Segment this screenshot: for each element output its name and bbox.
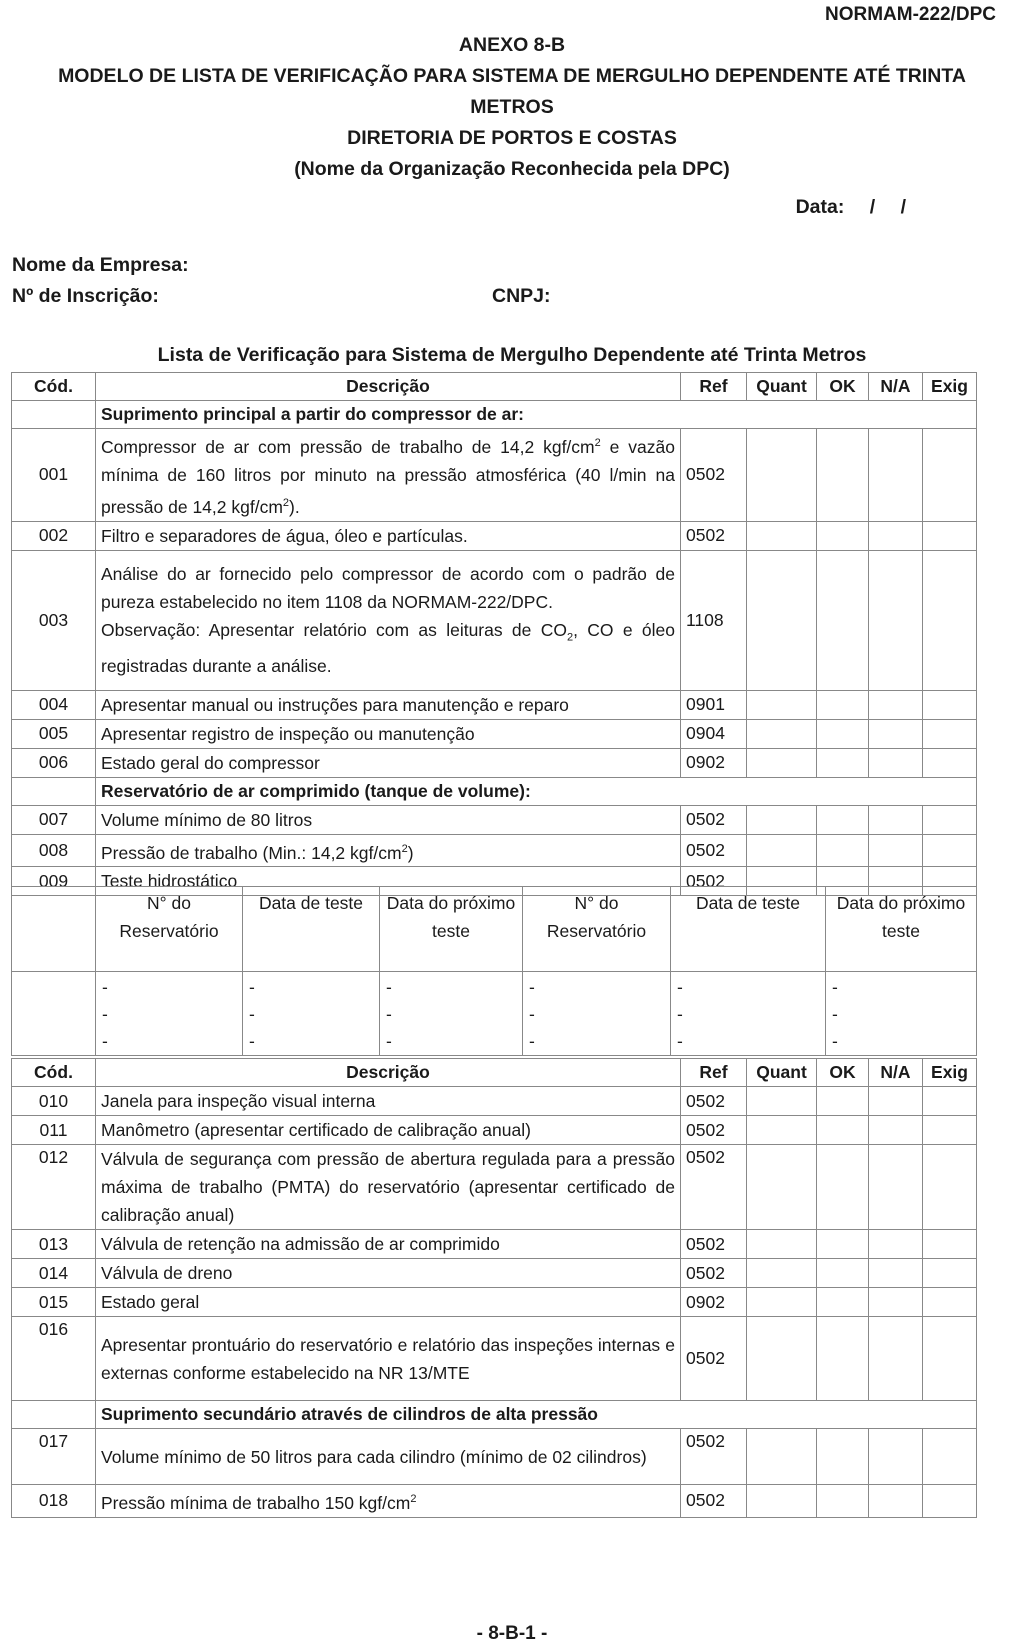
exig-cell[interactable] bbox=[923, 748, 977, 777]
item-description: Filtro e separadores de água, óleo e partículas. bbox=[96, 521, 681, 550]
exig-cell[interactable] bbox=[923, 429, 977, 522]
page-number: - 8-B-1 - bbox=[476, 1623, 548, 1644]
table-row bbox=[12, 719, 977, 748]
item-description: Teste hidrostático bbox=[96, 867, 681, 896]
na-cell[interactable] bbox=[869, 521, 923, 550]
table-row bbox=[12, 1429, 977, 1485]
item-ref: 0502 bbox=[681, 1259, 747, 1288]
exig-cell[interactable] bbox=[923, 1230, 977, 1259]
item-ref: 0502 bbox=[681, 1087, 747, 1116]
table-title: Lista de Verificação para Sistema de Mergulho Dependente até Trinta Metros bbox=[157, 344, 867, 366]
quant-cell[interactable] bbox=[747, 521, 817, 550]
ok-cell[interactable] bbox=[817, 1485, 869, 1518]
exig-cell[interactable] bbox=[923, 1087, 977, 1116]
table-row bbox=[12, 1288, 977, 1317]
na-cell[interactable] bbox=[869, 1485, 923, 1518]
item-code: 012 bbox=[12, 1145, 96, 1230]
item-ref: 0502 bbox=[681, 1317, 747, 1401]
ok-cell[interactable] bbox=[817, 748, 869, 777]
section-title: Reservatório de ar comprimido (tanque de volume): bbox=[96, 777, 977, 805]
item-code: 004 bbox=[12, 690, 96, 719]
quant-cell[interactable] bbox=[747, 429, 817, 522]
na-cell[interactable] bbox=[869, 834, 923, 867]
section-row bbox=[12, 777, 977, 805]
table-row bbox=[12, 1485, 977, 1518]
exig-cell[interactable] bbox=[923, 1288, 977, 1317]
table-row bbox=[12, 1087, 977, 1116]
checklist-table-2 bbox=[11, 1058, 977, 1518]
col-ref: Ref bbox=[681, 373, 747, 401]
reservoir-data-row bbox=[12, 972, 977, 1056]
na-cell[interactable] bbox=[869, 719, 923, 748]
item-ref: 0502 bbox=[681, 1429, 747, 1485]
exig-cell[interactable] bbox=[923, 1116, 977, 1145]
item-code: 015 bbox=[12, 1288, 96, 1317]
na-cell[interactable] bbox=[869, 1317, 923, 1401]
na-cell[interactable] bbox=[869, 1288, 923, 1317]
item-ref: 0502 bbox=[681, 805, 747, 834]
item-description: Apresentar prontuário do reservatório e relatório das inspeções internas e externas conforme estabelecido na NR 13/MTE bbox=[96, 1317, 681, 1401]
item-ref: 0502 bbox=[681, 1230, 747, 1259]
quant-cell[interactable] bbox=[747, 748, 817, 777]
checklist-table-1 bbox=[11, 372, 977, 896]
quant-cell[interactable] bbox=[747, 1317, 817, 1401]
exig-cell[interactable] bbox=[923, 719, 977, 748]
item-ref: 0502 bbox=[681, 834, 747, 867]
reservoir-header-row bbox=[12, 887, 977, 972]
exig-cell[interactable] bbox=[923, 1259, 977, 1288]
registration-field: Nº de Inscrição: bbox=[12, 285, 159, 307]
quant-cell[interactable] bbox=[747, 550, 817, 690]
ok-cell[interactable] bbox=[817, 1429, 869, 1485]
next-test-date-header: Data do próximo teste bbox=[380, 887, 523, 972]
section-row bbox=[12, 1401, 977, 1429]
quant-cell[interactable] bbox=[747, 834, 817, 867]
reservoir-entry-cell[interactable]: - - - bbox=[671, 972, 826, 1056]
item-code: 005 bbox=[12, 719, 96, 748]
item-ref: 0902 bbox=[681, 748, 747, 777]
exig-cell[interactable] bbox=[923, 834, 977, 867]
reservoir-entry-cell[interactable]: - - - bbox=[826, 972, 977, 1056]
col-ok: OK bbox=[817, 1059, 869, 1087]
ok-cell[interactable] bbox=[817, 1145, 869, 1230]
col-na: N/A bbox=[869, 1059, 923, 1087]
reservoir-table bbox=[11, 886, 977, 1056]
document-code: NORMAM-222/DPC bbox=[824, 4, 996, 25]
item-description: Apresentar manual ou instruções para manutenção e reparo bbox=[96, 690, 681, 719]
item-code: 018 bbox=[12, 1485, 96, 1518]
title-line-2: METROS bbox=[470, 96, 554, 118]
item-code: 002 bbox=[12, 521, 96, 550]
item-ref: 0502 bbox=[681, 429, 747, 522]
annex-title: ANEXO 8-B bbox=[458, 34, 566, 56]
item-ref: 0502 bbox=[681, 1145, 747, 1230]
col-na: N/A bbox=[869, 373, 923, 401]
col-desc: Descrição bbox=[96, 1059, 681, 1087]
cnpj-field: CNPJ: bbox=[492, 285, 551, 307]
col-ref: Ref bbox=[681, 1059, 747, 1087]
exig-cell[interactable] bbox=[923, 550, 977, 690]
quant-cell[interactable] bbox=[747, 690, 817, 719]
item-code: 006 bbox=[12, 748, 96, 777]
table-row bbox=[12, 1230, 977, 1259]
item-ref: 0901 bbox=[681, 690, 747, 719]
table-row bbox=[12, 748, 977, 777]
ok-cell[interactable] bbox=[817, 1317, 869, 1401]
exig-cell[interactable] bbox=[923, 1485, 977, 1518]
exig-cell[interactable] bbox=[923, 521, 977, 550]
item-code: 010 bbox=[12, 1087, 96, 1116]
section-title: Suprimento principal a partir do compressor de ar: bbox=[96, 401, 977, 429]
item-description: Pressão de trabalho (Min.: 14,2 kgf/$cm^2$) bbox=[96, 834, 681, 867]
exig-cell[interactable] bbox=[923, 690, 977, 719]
reservoir-entry-cell[interactable]: - - - bbox=[380, 972, 523, 1056]
col-cod: Cód. bbox=[12, 1059, 96, 1087]
na-cell[interactable] bbox=[869, 550, 923, 690]
na-cell[interactable] bbox=[869, 1429, 923, 1485]
item-code: 014 bbox=[12, 1259, 96, 1288]
ok-cell[interactable] bbox=[817, 1116, 869, 1145]
test-date-header: Data de teste bbox=[243, 887, 380, 972]
reservoir-entry-cell[interactable]: - - - bbox=[243, 972, 380, 1056]
section-row bbox=[12, 401, 977, 429]
item-description: Manômetro (apresentar certificado de calibração anual) bbox=[96, 1116, 681, 1145]
item-description: Pressão mínima de trabalho 150 kgf/$cm^2$ bbox=[96, 1485, 681, 1518]
item-ref: 0502 bbox=[681, 1116, 747, 1145]
table-row bbox=[12, 834, 977, 867]
na-cell[interactable] bbox=[869, 1259, 923, 1288]
reservoir-number-header: N° do Reservatório bbox=[96, 887, 243, 972]
item-code: 016 bbox=[12, 1317, 96, 1401]
item-description: Janela para inspeção visual interna bbox=[96, 1087, 681, 1116]
ok-cell[interactable] bbox=[817, 429, 869, 522]
na-cell[interactable] bbox=[869, 1230, 923, 1259]
quant-cell[interactable] bbox=[747, 719, 817, 748]
ok-cell[interactable] bbox=[817, 1087, 869, 1116]
item-code: 011 bbox=[12, 1116, 96, 1145]
quant-cell[interactable] bbox=[747, 1230, 817, 1259]
item-code: 001 bbox=[12, 429, 96, 522]
date-field: Data: / / bbox=[795, 196, 906, 218]
col-ok: OK bbox=[817, 373, 869, 401]
item-description: Volume mínimo de 50 litros para cada cilindro (mínimo de 02 cilindros) bbox=[96, 1429, 681, 1485]
na-cell[interactable] bbox=[869, 1145, 923, 1230]
quant-cell[interactable] bbox=[747, 1145, 817, 1230]
table-row bbox=[12, 690, 977, 719]
quant-cell[interactable] bbox=[747, 1288, 817, 1317]
table-row bbox=[12, 550, 977, 690]
test-date-header: Data de teste bbox=[671, 887, 826, 972]
table-header-row bbox=[12, 373, 977, 401]
section-title: Suprimento secundário através de cilindros de alta pressão bbox=[96, 1401, 977, 1429]
item-ref: 0502 bbox=[681, 1485, 747, 1518]
item-ref: 1108 bbox=[681, 550, 747, 690]
quant-cell[interactable] bbox=[747, 1116, 817, 1145]
item-ref: 0902 bbox=[681, 1288, 747, 1317]
item-description: Volume mínimo de 80 litros bbox=[96, 805, 681, 834]
col-quant: Quant bbox=[747, 373, 817, 401]
company-name-field: Nome da Empresa: bbox=[12, 254, 189, 276]
table-row bbox=[12, 1259, 977, 1288]
directorate: DIRETORIA DE PORTOS E COSTAS bbox=[347, 127, 677, 149]
table-row bbox=[12, 1116, 977, 1145]
organization-name: (Nome da Organização Reconhecida pela DPC) bbox=[294, 158, 730, 180]
item-description: Compressor de ar com pressão de trabalho de 14,2 kgf/$cm^2$ e vazão mínima de 160 litros por minuto na pressão atmosférica (40 l/min na pressão de 14,2 kgf/$cm^2$). bbox=[96, 429, 681, 522]
item-code: 017 bbox=[12, 1429, 96, 1485]
na-cell[interactable] bbox=[869, 748, 923, 777]
exig-cell[interactable] bbox=[923, 805, 977, 834]
item-code: 003 bbox=[12, 550, 96, 690]
item-ref: 0502 bbox=[681, 521, 747, 550]
item-ref: 0502 bbox=[681, 867, 747, 896]
ok-cell[interactable] bbox=[817, 1288, 869, 1317]
ok-cell[interactable] bbox=[817, 690, 869, 719]
item-code: 013 bbox=[12, 1230, 96, 1259]
table-row bbox=[12, 429, 977, 522]
item-description: Válvula de segurança com pressão de abertura regulada para a pressão máxima de trabalho (PMTA) do reservatório (apresentar certificado de calibração anual) bbox=[96, 1145, 681, 1230]
item-code: 009 bbox=[12, 867, 96, 896]
exig-cell[interactable] bbox=[923, 1145, 977, 1230]
col-exig: Exig bbox=[923, 1059, 977, 1087]
item-description: Análise do ar fornecido pelo compressor de acordo com o padrão de pureza estabelecido no item 1108 da NORMAM-222/DPC. Observação: Apresentar relatório com as leituras de $CO_2$, CO e óleo registradas durante a análise. bbox=[96, 550, 681, 690]
exig-cell[interactable] bbox=[923, 1317, 977, 1401]
item-description: Estado geral bbox=[96, 1288, 681, 1317]
ok-cell[interactable] bbox=[817, 1230, 869, 1259]
quant-cell[interactable] bbox=[747, 1259, 817, 1288]
reservoir-entry-cell[interactable]: - - - bbox=[523, 972, 671, 1056]
table-header-row bbox=[12, 1059, 977, 1087]
item-description: Válvula de retenção na admissão de ar comprimido bbox=[96, 1230, 681, 1259]
table-row bbox=[12, 1145, 977, 1230]
table-row bbox=[12, 1317, 977, 1401]
next-test-date-header: Data do próximo teste bbox=[826, 887, 977, 972]
col-exig: Exig bbox=[923, 373, 977, 401]
ok-cell[interactable] bbox=[817, 550, 869, 690]
ok-cell[interactable] bbox=[817, 834, 869, 867]
item-code: 007 bbox=[12, 805, 96, 834]
na-cell[interactable] bbox=[869, 690, 923, 719]
document-header bbox=[0, 30, 1024, 185]
na-cell[interactable] bbox=[869, 429, 923, 522]
na-cell[interactable] bbox=[869, 1087, 923, 1116]
col-quant: Quant bbox=[747, 1059, 817, 1087]
na-cell[interactable] bbox=[869, 805, 923, 834]
col-cod: Cód. bbox=[12, 373, 96, 401]
ok-cell[interactable] bbox=[817, 719, 869, 748]
ok-cell[interactable] bbox=[817, 521, 869, 550]
table-row bbox=[12, 521, 977, 550]
title-line-1: MODELO DE LISTA DE VERIFICAÇÃO PARA SISTEMA DE MERGULHO DEPENDENTE ATÉ TRINTA bbox=[58, 65, 966, 87]
item-code: 008 bbox=[12, 834, 96, 867]
ok-cell[interactable] bbox=[817, 1259, 869, 1288]
item-description: Válvula de dreno bbox=[96, 1259, 681, 1288]
quant-cell[interactable] bbox=[747, 805, 817, 834]
item-description: Estado geral do compressor bbox=[96, 748, 681, 777]
exig-cell[interactable] bbox=[923, 1429, 977, 1485]
quant-cell[interactable] bbox=[747, 1087, 817, 1116]
na-cell[interactable] bbox=[869, 1116, 923, 1145]
reservoir-number-header: N° do Reservatório bbox=[523, 887, 671, 972]
reservoir-entry-cell[interactable]: - - - bbox=[96, 972, 243, 1056]
col-desc: Descrição bbox=[96, 373, 681, 401]
table-row bbox=[12, 805, 977, 834]
quant-cell[interactable] bbox=[747, 1485, 817, 1518]
item-ref: 0904 bbox=[681, 719, 747, 748]
item-description: Apresentar registro de inspeção ou manutenção bbox=[96, 719, 681, 748]
ok-cell[interactable] bbox=[817, 805, 869, 834]
quant-cell[interactable] bbox=[747, 1429, 817, 1485]
